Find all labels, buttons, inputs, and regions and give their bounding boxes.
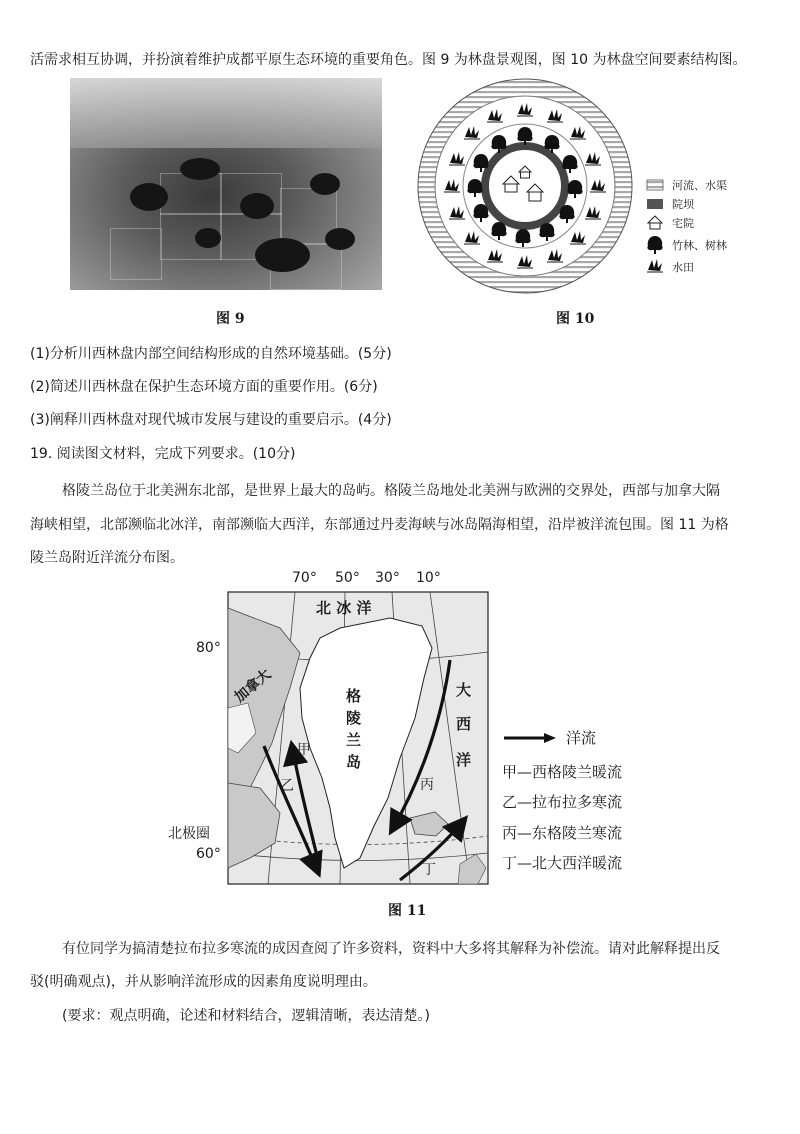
question-18-1: (1)分析川西林盘内部空间结构形成的自然环境基础。(5分) [30,346,392,362]
lat-label-60: 60° [196,846,221,862]
current-ding-label: 丁 [422,862,436,878]
legend-arrow-label: 洋流 [566,729,597,747]
lat-label-80: 80° [196,640,221,656]
question-19-title: 19. 阅读图文材料，完成下列要求。(10分) [30,446,296,462]
label-atlantic-2: 西 [456,715,472,733]
label-greenland-1: 格 [346,687,362,705]
q19-task-line-1: 有位同学为搞清楚拉布拉多寒流的成因查阅了许多资料，资料中大多将其解释为补偿流。请对此解释提出反 [62,941,720,957]
q19-para-line-2: 海峡相望，北部濒临北冰洋，南部濒临大西洋，东部通过丹麦海峡与冰岛隔海相望，沿岸被洋流包围。图 11 为格 [30,517,729,533]
question-18-2: (2)简述川西林盘在保护生态环境方面的重要作用。(6分) [30,379,378,395]
label-arctic-ocean: 北 冰 洋 [316,599,372,617]
fig10-legend-river: 河流、水渠 [672,179,727,192]
fig10-legend-courtyard: 院坝 [672,198,694,211]
lon-label-70: 70° [292,570,317,586]
lon-label-50: 50° [335,570,360,586]
legend-arrow-icon [502,730,558,746]
q19-requirement: (要求：观点明确，论述和材料结合，逻辑清晰，表达清楚。) [62,1008,430,1024]
label-atlantic-3: 洋 [456,751,472,769]
label-canada: 加拿大 [231,666,275,706]
question-18-3: (3)阐释川西林盘对现代城市发展与建设的重要启示。(4分) [30,412,392,428]
current-jia-label: 甲 [297,742,311,758]
fig10-legend-forest: 竹林、树林 [672,239,727,252]
lat-label-arctic-circle: 北极圈 [168,826,210,842]
legend-current-yi: 乙—拉布拉多寒流 [502,793,623,811]
legend-current-ding: 丁—北大西洋暖流 [502,854,623,872]
fig10-legend-paddy: 水田 [672,261,694,274]
fig10-legend-house: 宅院 [672,217,694,230]
intro-line: 活需求相互协调，并扮演着维护成都平原生态环境的重要角色。图 9 为林盘景观图，图 10 为林盘空间要素结构图。 [30,52,747,68]
q19-para-line-1: 格陵兰岛位于北美洲东北部，是世界上最大的岛屿。格陵兰岛地处北美洲与欧洲的交界处，西部与加拿大隔 [62,483,720,499]
fig10-diagram [415,76,785,296]
current-yi-label: 乙 [280,778,294,794]
label-greenland-3: 兰 [346,731,362,749]
lon-label-30: 30° [375,570,400,586]
current-bing-label: 丙 [420,777,434,793]
lon-label-10: 10° [416,570,441,586]
label-greenland-4: 岛 [346,753,362,771]
fig11-caption: 图 11 [388,903,427,919]
label-atlantic-1: 大 [456,681,472,699]
label-greenland-2: 陵 [346,709,362,727]
fig9-caption: 图 9 [216,311,245,327]
legend-current-jia: 甲—西格陵兰暖流 [502,763,623,781]
fig10-caption: 图 10 [556,311,595,327]
legend-current-bing: 丙—东格陵兰寒流 [502,824,623,842]
q19-task-line-2: 驳(明确观点)，并从影响洋流形成的因素角度说明理由。 [30,974,377,990]
fig9-landscape-photo [70,78,382,290]
q19-para-line-3: 陵兰岛附近洋流分布图。 [30,550,184,566]
